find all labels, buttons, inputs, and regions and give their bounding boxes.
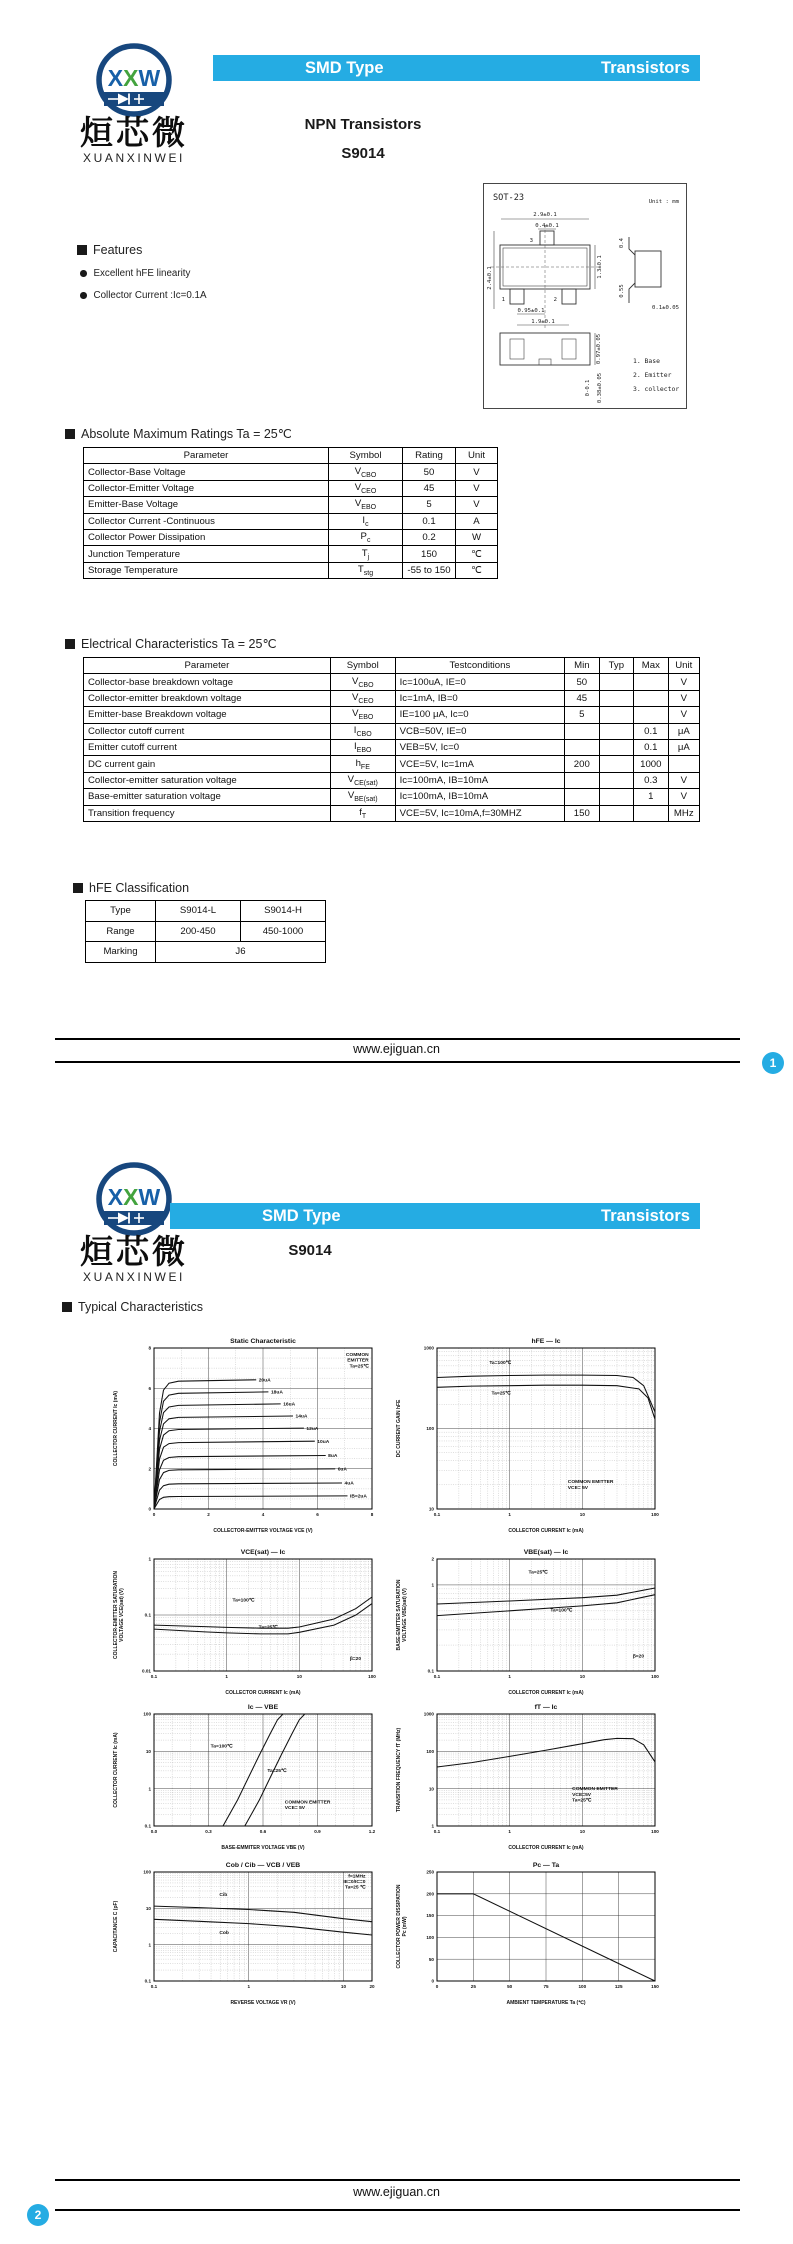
svg-text:20uA: 20uA [258,1378,271,1384]
svg-text:100: 100 [426,1426,434,1432]
brand-cn: 烜芯微 [80,114,188,151]
table-row: Collector-emitter saturation voltage $V_{CE(sat)}$ Ic=100mA, IB=10mA 0.3 V [84,772,700,788]
chart-ylabel: COLLECTOR-EMITTER SATURATION [113,1570,119,1660]
svg-text:COMMON EMITTER: COMMON EMITTER [284,1800,331,1806]
svg-text:10: 10 [145,1748,151,1754]
svg-text:COMMON EMITTER: COMMON EMITTER [572,1787,618,1793]
table-row: Transition frequency $f_T$ VCE=5V, Ic=10mA,f=30MHZ 150 MHz [84,805,700,821]
bullet-icon [80,270,87,277]
chart-xlabel: COLLECTOR CURRENT Ic (mA) [508,1528,584,1534]
header-bar-right: Transistors [601,58,690,77]
svg-text:4: 4 [261,1512,265,1517]
chart-series [154,1380,256,1509]
abs-max-heading: Absolute Maximum Ratings Ta = 25℃ [65,426,292,441]
svg-text:10: 10 [579,1829,585,1834]
section-bullet-icon [73,883,83,893]
svg-text:1: 1 [148,1556,151,1562]
svg-text:100: 100 [578,1984,587,1989]
svg-text:IE=0/IC=0: IE=0/IC=0 [343,1880,366,1886]
svg-text:Ta=25℃: Ta=25℃ [491,1391,511,1397]
chart-title: Ic — VBE [247,1704,279,1711]
svg-text:3: 3 [529,238,533,244]
svg-text:β=20: β=20 [349,1656,362,1662]
footer-rule [55,2209,740,2211]
feature-item: Collector Current :Ic=0.1A [80,290,207,301]
table-header-row: Parameter Symbol Testconditions Min Typ Max Unit [84,658,700,674]
svg-text:75: 75 [543,1984,549,1989]
svg-text:100: 100 [426,1748,434,1754]
svg-text:8: 8 [370,1512,374,1517]
package-unit: Unit : mm [648,199,679,205]
footer-rule [55,1038,740,1040]
table-row: Emitter-Base Voltage $V_{EBO}$ 5 V [84,497,498,513]
svg-text:Ta=100℃: Ta=100℃ [489,1361,512,1367]
header-bar-left: SMD Type [262,1206,341,1225]
chart-series [437,1385,655,1419]
svg-text:1: 1 [148,1942,151,1948]
chart-title: fT — Ic [534,1704,558,1711]
svg-text:10: 10 [145,1905,151,1911]
svg-text:16uA: 16uA [283,1402,296,1408]
svg-text:6uA: 6uA [337,1467,347,1473]
section-bullet-icon [65,639,75,649]
svg-text:0.1: 0.1 [144,1823,151,1829]
section-bullet-icon [77,245,87,255]
svg-text:150: 150 [426,1913,434,1919]
table-row: Collector-Base Voltage $V_{CBO}$ 50 V [84,464,498,480]
brand-cn: 烜芯微 [80,1233,188,1270]
svg-text:0-0.1: 0-0.1 [585,379,591,397]
package-drawing [483,183,687,409]
chart-title: Pc — Ta [532,1862,560,1869]
svg-text:8uA: 8uA [328,1454,338,1460]
svg-text:0.95±0.1: 0.95±0.1 [517,308,545,314]
svg-text:100: 100 [651,1512,659,1517]
chart-ylabel: Pc (mW) [402,1916,409,1937]
svg-text:2: 2 [207,1512,210,1517]
pin-legend-collector: 3. collector [633,385,680,393]
chart-ylabel: COLLECTOR CURRENT Ic (mA) [113,1732,119,1808]
chart-xlabel: AMBIENT TEMPERATURE Ta (℃) [506,2000,586,2006]
chart-series [154,1392,268,1509]
svg-text:Ta=100℃: Ta=100℃ [550,1608,573,1614]
svg-text:VCE= 5V: VCE= 5V [567,1485,589,1491]
features-heading: Features [77,243,142,257]
chart-hfe-vs-ic [393,1334,669,1536]
chart-canvas [393,1334,669,1536]
table-row: Collector Power Dissipation $P_c$ 0.2 W [84,529,498,545]
table-row: Range 200-450 450-1000 [86,921,326,942]
svg-text:6: 6 [148,1385,151,1391]
chart-canvas [110,1545,386,1698]
svg-text:1: 1 [508,1512,511,1517]
chart-ylabel: VOLTAGE VCE(sat) (V) [119,1588,126,1642]
chart-canvas [110,1334,386,1536]
table-row: Base-emitter saturation voltage $V_{BE(sat)}$ Ic=100mA, IB=10mA 1 V [84,789,700,805]
part-number: S9014 [288,1242,332,1259]
svg-text:125: 125 [614,1984,623,1989]
typical-characteristics-heading: Typical Characteristics [62,1300,203,1314]
logo-monogram: XXW [107,65,161,91]
svg-text:Ta=25 ℃: Ta=25 ℃ [344,1885,366,1891]
chart-ylabel: BASE-EMITTER SATURATION [396,1579,402,1651]
svg-text:12uA: 12uA [306,1426,319,1432]
chart-ylabel: CAPACITANCE C (pF) [113,1900,119,1953]
svg-text:0.9: 0.9 [314,1829,321,1834]
table-row: Emitter cutoff current $I_{EBO}$ VEB=5V, Ic=0 0.1 μA [84,739,700,755]
chart-title: Static Characteristic [230,1338,296,1345]
svg-text:0.1: 0.1 [144,1978,151,1984]
svg-text:6: 6 [316,1512,319,1517]
table-row: Collector-base breakdown voltage $V_{CBO}$ Ic=100uA, IE=0 50 V [84,674,700,690]
svg-text:IB=2uA: IB=2uA [349,1494,367,1500]
svg-text:0.1: 0.1 [144,1612,151,1618]
chart-vbesat-vs-ic [393,1545,669,1698]
svg-text:VCE=5V: VCE=5V [572,1792,592,1798]
pin-legend-base: 1. Base [633,357,660,365]
page-2 [0,1122,793,2244]
svg-text:1000: 1000 [423,1345,434,1351]
header-bar [213,55,700,81]
table-row: Collector-Emitter Voltage $V_{CEO}$ 45 V [84,480,498,496]
svg-text:10: 10 [340,1984,347,1989]
svg-text:0.4: 0.4 [619,237,625,249]
svg-text:0.1: 0.1 [433,1829,441,1834]
svg-text:150: 150 [651,1984,659,1989]
chart-title: Cob / Cib — VCB / VEB [225,1862,301,1869]
svg-text:250: 250 [426,1869,434,1875]
svg-text:Cob: Cob [219,1931,229,1937]
svg-text:0.1±0.05: 0.1±0.05 [652,305,679,311]
chart-ylabel: DC CURRENT GAIN hFE [396,1399,402,1458]
chart-series [437,1375,655,1412]
chart-static-characteristic [110,1334,386,1536]
section-bullet-icon [62,1302,72,1312]
table-row: Collector cutoff current $I_{CBO}$ VCB=50V, IE=0 0.1 μA [84,723,700,739]
chart-title: hFE — Ic [531,1338,561,1345]
svg-text:1: 1 [148,1786,151,1792]
svg-text:2.9±0.1: 2.9±0.1 [533,212,557,218]
svg-text:100: 100 [651,1829,659,1834]
svg-text:1: 1 [431,1823,434,1829]
svg-text:Cib: Cib [219,1892,228,1898]
logo-monogram: XXW [107,1184,161,1210]
svg-text:0.01: 0.01 [142,1668,151,1674]
abs-max-table [83,447,498,579]
header-bar-right: Transistors [601,1206,690,1225]
svg-text:10: 10 [428,1506,434,1512]
svg-text:f=1MHz: f=1MHz [348,1874,366,1880]
svg-text:Ta=25℃: Ta=25℃ [349,1364,369,1370]
svg-text:0.55: 0.55 [619,284,625,298]
svg-text:4: 4 [148,1426,151,1432]
svg-text:0.1: 0.1 [150,1674,158,1679]
svg-text:18uA: 18uA [270,1390,283,1396]
svg-text:0: 0 [152,1512,156,1517]
chart-capacitance-vs-voltage [110,1858,386,2008]
svg-text:100: 100 [651,1674,659,1679]
page-number-badge: 1 [762,1052,784,1074]
svg-text:10: 10 [296,1674,302,1679]
svg-text:0.1: 0.1 [427,1668,434,1674]
chart-series [154,1496,348,1509]
table-row: Collector-emitter breakdown voltage $V_{CEO}$ Ic=1mA, IB=0 45 V [84,690,700,706]
svg-text:0.97±0.05: 0.97±0.05 [596,333,602,365]
chart-xlabel: COLLECTOR-EMITTER VOLTAGE VCE (V) [213,1528,313,1534]
svg-text:0: 0 [148,1506,151,1512]
chart-title: VCE(sat) — Ic [240,1549,286,1556]
svg-text:0.0: 0.0 [150,1829,158,1834]
chart-vcesat-vs-ic [110,1545,386,1698]
svg-text:Ta=25℃: Ta=25℃ [572,1798,592,1804]
svg-text:0.1: 0.1 [433,1674,441,1679]
svg-text:10: 10 [579,1674,585,1679]
svg-text:1.3±0.1: 1.3±0.1 [597,255,603,279]
chart-ylabel: COLLECTOR CURRENT Ic (mA) [113,1390,119,1467]
svg-text:4uA: 4uA [344,1481,354,1487]
chart-canvas [393,1700,669,1853]
svg-text:0.6: 0.6 [259,1829,267,1834]
svg-text:COMMON: COMMON [345,1353,369,1359]
svg-text:0.4±0.1: 0.4±0.1 [535,223,559,229]
svg-text:14uA: 14uA [295,1414,308,1420]
chart-xlabel: REVERSE VOLTAGE VR (V) [230,2000,296,2006]
svg-text:2: 2 [431,1556,434,1562]
table-row: Marking J6 [86,942,326,963]
svg-text:1: 1 [501,297,505,303]
svg-text:2: 2 [553,297,557,303]
svg-text:Ta=25℃: Ta=25℃ [528,1570,548,1576]
svg-text:200: 200 [426,1891,434,1897]
chart-xlabel: COLLECTOR CURRENT Ic (mA) [508,1690,584,1696]
chart-series [154,1456,326,1510]
svg-text:0.3: 0.3 [205,1829,212,1834]
table-row: Junction Temperature $T_j$ 150 ℃ [84,546,498,562]
part-number: S9014 [341,145,385,162]
svg-text:8: 8 [148,1345,151,1351]
company-logo [62,36,207,168]
footer-rule [55,1061,740,1063]
svg-text:10: 10 [428,1786,434,1792]
svg-text:100: 100 [143,1869,151,1875]
svg-text:Ta=25℃: Ta=25℃ [258,1625,278,1631]
svg-text:VCE= 5V: VCE= 5V [284,1806,306,1812]
header-bar-left: SMD Type [305,58,384,77]
svg-text:10uA: 10uA [317,1439,330,1445]
chart-ic-vs-vbe [110,1700,386,1853]
svg-text:0.1: 0.1 [150,1984,158,1989]
svg-text:1.9±0.1: 1.9±0.1 [531,319,555,325]
section-bullet-icon [65,429,75,439]
chart-canvas [110,1858,386,2008]
chart-ylabel: VOLTAGE VBE(sat) (V) [402,1588,409,1642]
svg-text:100: 100 [426,1935,434,1940]
svg-text:1: 1 [225,1674,228,1679]
svg-text:Ta=25℃: Ta=25℃ [267,1769,287,1775]
svg-text:100: 100 [143,1711,151,1717]
chart-pc-vs-ta [393,1858,669,2008]
package-name: SOT-23 [493,193,525,203]
svg-text:2.4±0.1: 2.4±0.1 [487,266,493,290]
page-number-badge: 2 [27,2204,49,2226]
footer-rule [55,2179,740,2181]
header-bar [170,1203,700,1229]
elec-heading: Electrical Characteristics Ta = 25℃ [65,636,276,651]
chart-title: VBE(sat) — Ic [523,1549,569,1556]
svg-text:0.1: 0.1 [433,1512,441,1517]
svg-text:1.2: 1.2 [368,1829,376,1834]
hfe-heading: hFE Classification [73,881,189,895]
svg-text:50: 50 [428,1956,434,1962]
chart-canvas [110,1700,386,1853]
table-row: Storage Temperature $T_{stg}$ -55 to 150 ℃ [84,562,498,578]
svg-text:COMMON EMITTER: COMMON EMITTER [567,1480,614,1486]
feature-item: Excellent hFE linearity [80,268,190,279]
svg-text:25: 25 [470,1984,476,1989]
hfe-table [85,900,326,963]
svg-text:EMITTER: EMITTER [347,1358,369,1364]
svg-text:Ta=100℃: Ta=100℃ [210,1744,233,1750]
svg-text:0: 0 [431,1978,434,1984]
svg-text:β=20: β=20 [632,1654,645,1660]
svg-text:10: 10 [579,1512,585,1517]
chart-ft-vs-ic [393,1700,669,1853]
elec-table [83,657,700,822]
chart-canvas [393,1858,669,2008]
svg-text:0.38±0.05: 0.38±0.05 [597,372,603,404]
chart-ylabel: TRANSITION FREQUENCY fT (MHz) [396,1727,402,1813]
svg-text:2: 2 [148,1466,151,1472]
chart-xlabel: COLLECTOR CURRENT Ic (mA) [225,1690,301,1696]
brand-en: XUANXINWEI [82,151,186,165]
svg-text:100: 100 [368,1674,376,1679]
footer-url[interactable]: www.ejiguan.cn [353,2185,440,2199]
chart-series [437,1595,655,1616]
svg-text:0: 0 [435,1984,439,1989]
table-row: Collector Current -Continuous $I_c$ 0.1 A [84,513,498,529]
pin-legend-emitter: 2. Emitter [633,371,672,379]
table-row: DC current gain $h_{FE}$ VCE=5V, Ic=1mA 200 1000 [84,756,700,772]
svg-text:1: 1 [431,1582,434,1588]
chart-series [154,1441,315,1509]
doc-subtitle: NPN Transistors [304,116,422,133]
svg-text:50: 50 [507,1984,513,1989]
brand-en: XUANXINWEI [82,1270,186,1284]
chart-xlabel: BASE-EMMITER VOLTAGE VBE (V) [221,1845,305,1851]
table-row: Emitter-base Breakdown voltage $V_{EBO}$ IE=100 μA, Ic=0 5 V [84,707,700,723]
footer-url[interactable]: www.ejiguan.cn [353,1042,440,1056]
chart-canvas [393,1545,669,1698]
svg-text:1: 1 [508,1674,511,1679]
svg-text:1000: 1000 [423,1711,434,1717]
chart-ylabel: COLLECTOR POWER DISSIPATION [396,1884,402,1969]
svg-text:20: 20 [369,1984,375,1989]
svg-text:1: 1 [508,1829,511,1834]
chart-xlabel: COLLECTOR CURRENT Ic (mA) [508,1845,584,1851]
svg-text:Ta=100℃: Ta=100℃ [232,1598,255,1604]
table-header-row: Parameter Symbol Rating Unit [84,448,498,464]
svg-text:1: 1 [247,1984,251,1989]
bullet-icon [80,292,87,299]
table-row: Type S9014-L S9014-H [86,901,326,922]
